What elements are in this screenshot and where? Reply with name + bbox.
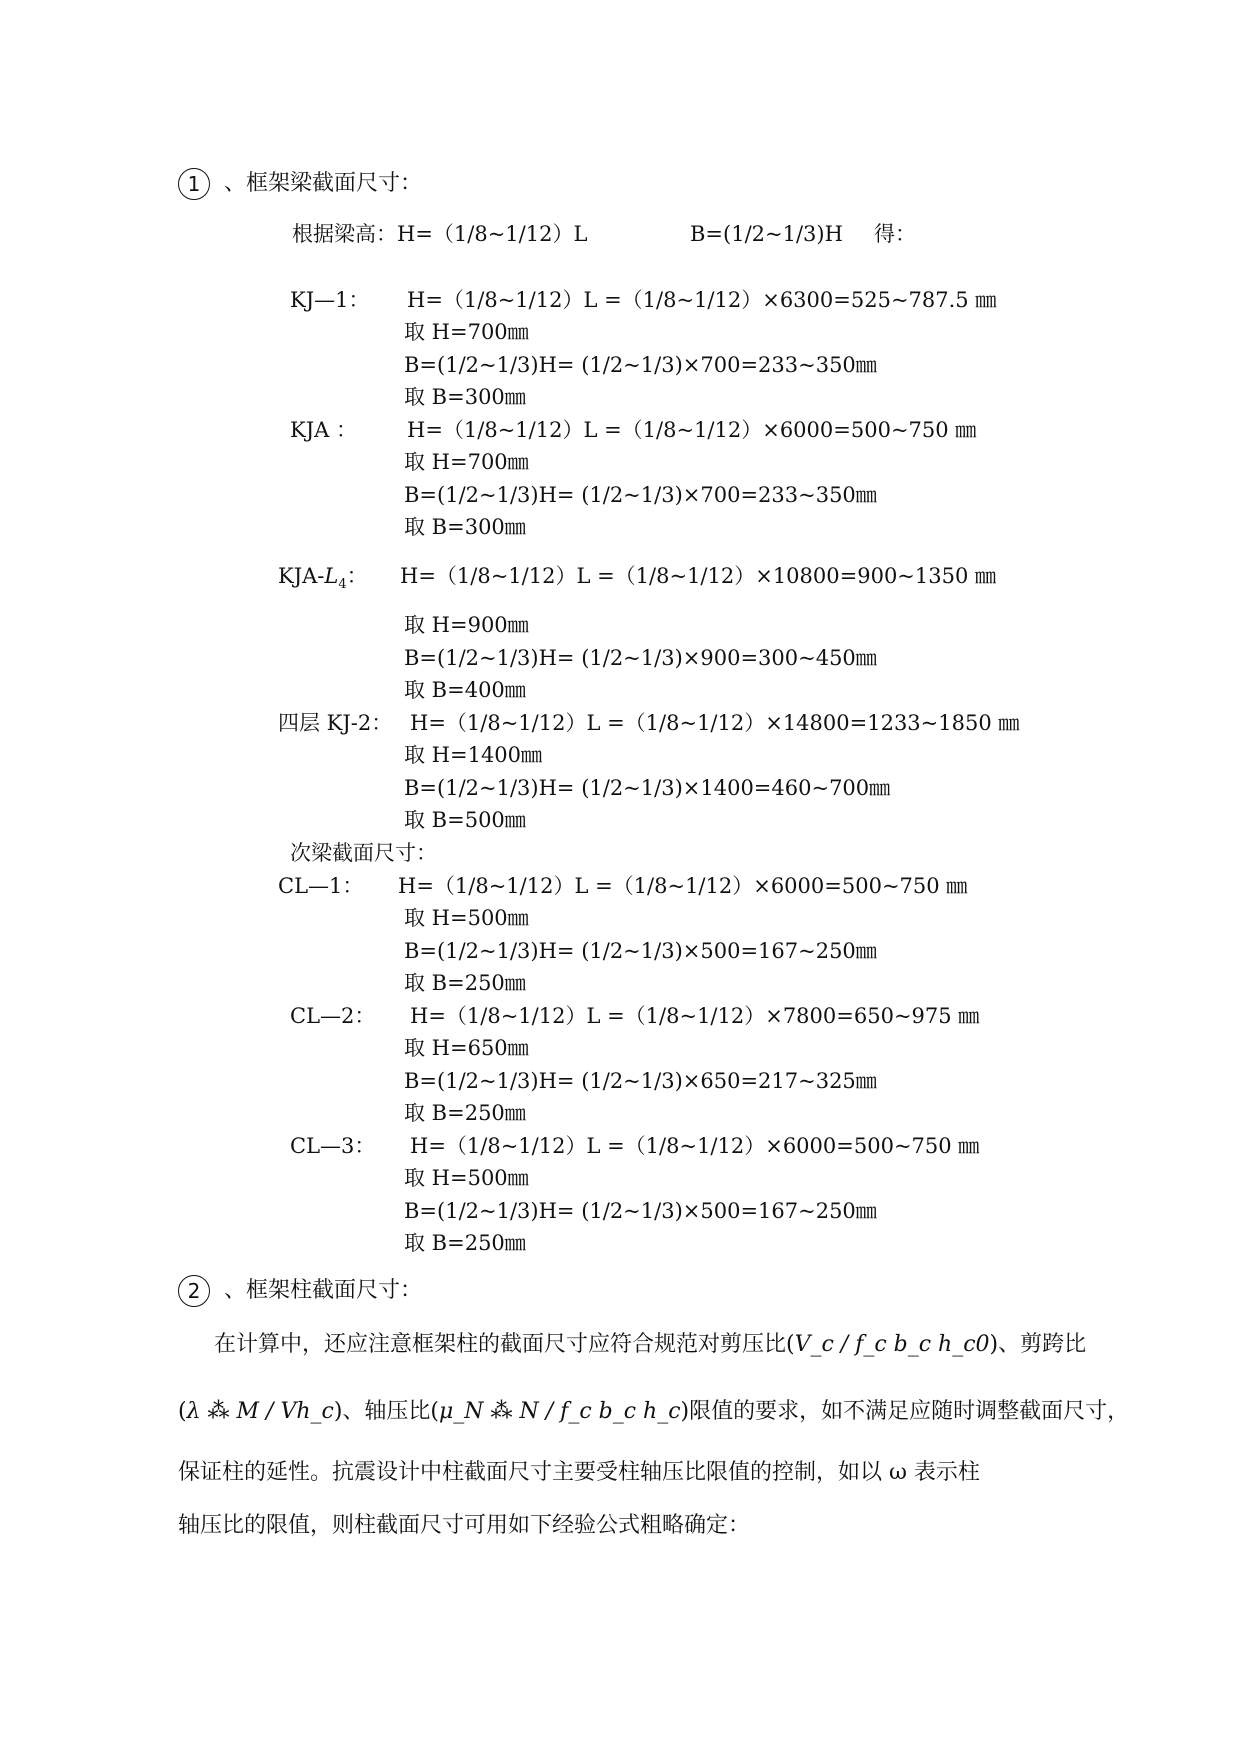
secondary-cl3-line-2: 取 H=500㎜ — [404, 1166, 529, 1190]
secondary-cl1-line-2: 取 H=500㎜ — [404, 906, 529, 930]
secondary-label-cl3: CL—3： — [290, 1134, 376, 1158]
section-1-title: 、框架梁截面尺寸： — [224, 171, 423, 196]
beam-kj1-line-4: 取 B=300㎜ — [404, 385, 526, 409]
paragraph-line-2 — [178, 1397, 1130, 1427]
secondary-cl2-line-4: 取 B=250㎜ — [404, 1101, 526, 1125]
beam-kj2-line-2: 取 H=1400㎜ — [404, 743, 543, 767]
secondary-cl1-line-3: B=(1/2~1/3)H= (1/2~1/3)×500=167~250㎜ — [404, 939, 877, 963]
beam-kja-l4-line-4: 取 B=400㎜ — [404, 678, 526, 702]
secondary-cl2-line-2: 取 H=650㎜ — [404, 1036, 529, 1060]
beam-kja-line-2: 取 H=700㎜ — [404, 450, 529, 474]
secondary-cl3-line-1: H=（1/8~1/12）L =（1/8~1/12）×6000=500~750 ㎜ — [410, 1134, 980, 1158]
secondary-cl3-line-4: 取 B=250㎜ — [404, 1231, 526, 1255]
section-2-title: 、框架柱截面尺寸： — [224, 1278, 423, 1303]
beam-kj1-line-2: 取 H=700㎜ — [404, 320, 529, 344]
secondary-cl2-line-3: B=(1/2~1/3)H= (1/2~1/3)×650=217~325㎜ — [404, 1069, 877, 1093]
paragraph-line-1 — [214, 1330, 1144, 1360]
section-1-heading — [178, 168, 422, 200]
beam-kja-line-3: B=(1/2~1/3)H= (1/2~1/3)×700=233~350㎜ — [404, 483, 877, 507]
beam-label-kj1: KJ—1： — [290, 288, 370, 312]
secondary-cl1-line-1: H=（1/8~1/12）L =（1/8~1/12）×6000=500~750 ㎜ — [398, 874, 968, 898]
beam-label-kj2: 四层 KJ-2： — [278, 711, 393, 735]
beam-label-kja: KJA ： — [290, 418, 357, 442]
section-1-marker: 1 — [178, 168, 210, 200]
secondary-label-cl1: CL—1： — [278, 874, 364, 898]
beam-kja-line-1: H=（1/8~1/12）L =（1/8~1/12）×6000=500~750 ㎜ — [407, 418, 977, 442]
secondary-label-cl2: CL—2： — [290, 1004, 376, 1028]
intro-right: 得： — [874, 222, 916, 246]
beam-label-kja-l4: KJA-$L_4$： — [278, 564, 368, 593]
paragraph-line-2-text-a: ( — [178, 1399, 187, 1424]
beam-kj2-line-1: H=（1/8~1/12）L =（1/8~1/12）×14800=1233~1850 ㎜ — [410, 711, 1020, 735]
beam-kj1-line-1: H=（1/8~1/12）L =（1/8~1/12）×6300=525~787.5 ㎜ — [407, 288, 997, 312]
formula-shear-compression: V_c / f_c b_c h_c0 — [794, 1332, 990, 1357]
paragraph-line-1-text-a: 在计算中，还应注意框架柱的截面尺寸应符合规范对剪压比( — [214, 1332, 795, 1357]
formula-axial-compression: μ_N ⁂ N / f_c b_c h_c — [439, 1399, 681, 1424]
paragraph-line-2-text-c: )限值的要求，如不满足应随时调整截面尺寸， — [680, 1399, 1130, 1424]
beam-kj2-line-4: 取 B=500㎜ — [404, 808, 526, 832]
paragraph-line-3: 保证柱的延性。抗震设计中柱截面尺寸主要受柱轴压比限值的控制，如以 ω 表示柱 — [178, 1460, 980, 1485]
beam-kja-line-4: 取 B=300㎜ — [404, 515, 526, 539]
secondary-cl3-line-3: B=(1/2~1/3)H= (1/2~1/3)×500=167~250㎜ — [404, 1199, 877, 1223]
beam-kj1-line-3: B=(1/2~1/3)H= (1/2~1/3)×700=233~350㎜ — [404, 353, 877, 377]
paragraph-line-4: 轴压比的限值，则柱截面尺寸可用如下经验公式粗略确定： — [178, 1513, 751, 1538]
intro-left: 根据梁高：H=（1/8~1/12）L — [292, 222, 588, 246]
beam-kja-l4-line-2: 取 H=900㎜ — [404, 613, 529, 637]
paragraph-line-2-text-b: )、轴压比( — [333, 1399, 439, 1424]
beam-kja-l4-line-3: B=(1/2~1/3)H= (1/2~1/3)×900=300~450㎜ — [404, 646, 877, 670]
secondary-cl2-line-1: H=（1/8~1/12）L =（1/8~1/12）×7800=650~975 ㎜ — [410, 1004, 980, 1028]
section-2-heading — [178, 1275, 422, 1307]
paragraph-line-1-text-b: )、剪跨比 — [989, 1332, 1087, 1357]
secondary-cl1-line-4: 取 B=250㎜ — [404, 971, 526, 995]
secondary-title: 次梁截面尺寸： — [290, 841, 437, 865]
formula-shear-span: λ ⁂ M / Vh_c — [186, 1399, 334, 1424]
intro-mid: B=(1/2~1/3)H — [690, 222, 843, 246]
section-2-marker: 2 — [178, 1275, 210, 1307]
beam-kja-l4-line-1: H=（1/8~1/12）L =（1/8~1/12）×10800=900~1350 ㎜ — [400, 564, 997, 588]
beam-kj2-line-3: B=(1/2~1/3)H= (1/2~1/3)×1400=460~700㎜ — [404, 776, 891, 800]
